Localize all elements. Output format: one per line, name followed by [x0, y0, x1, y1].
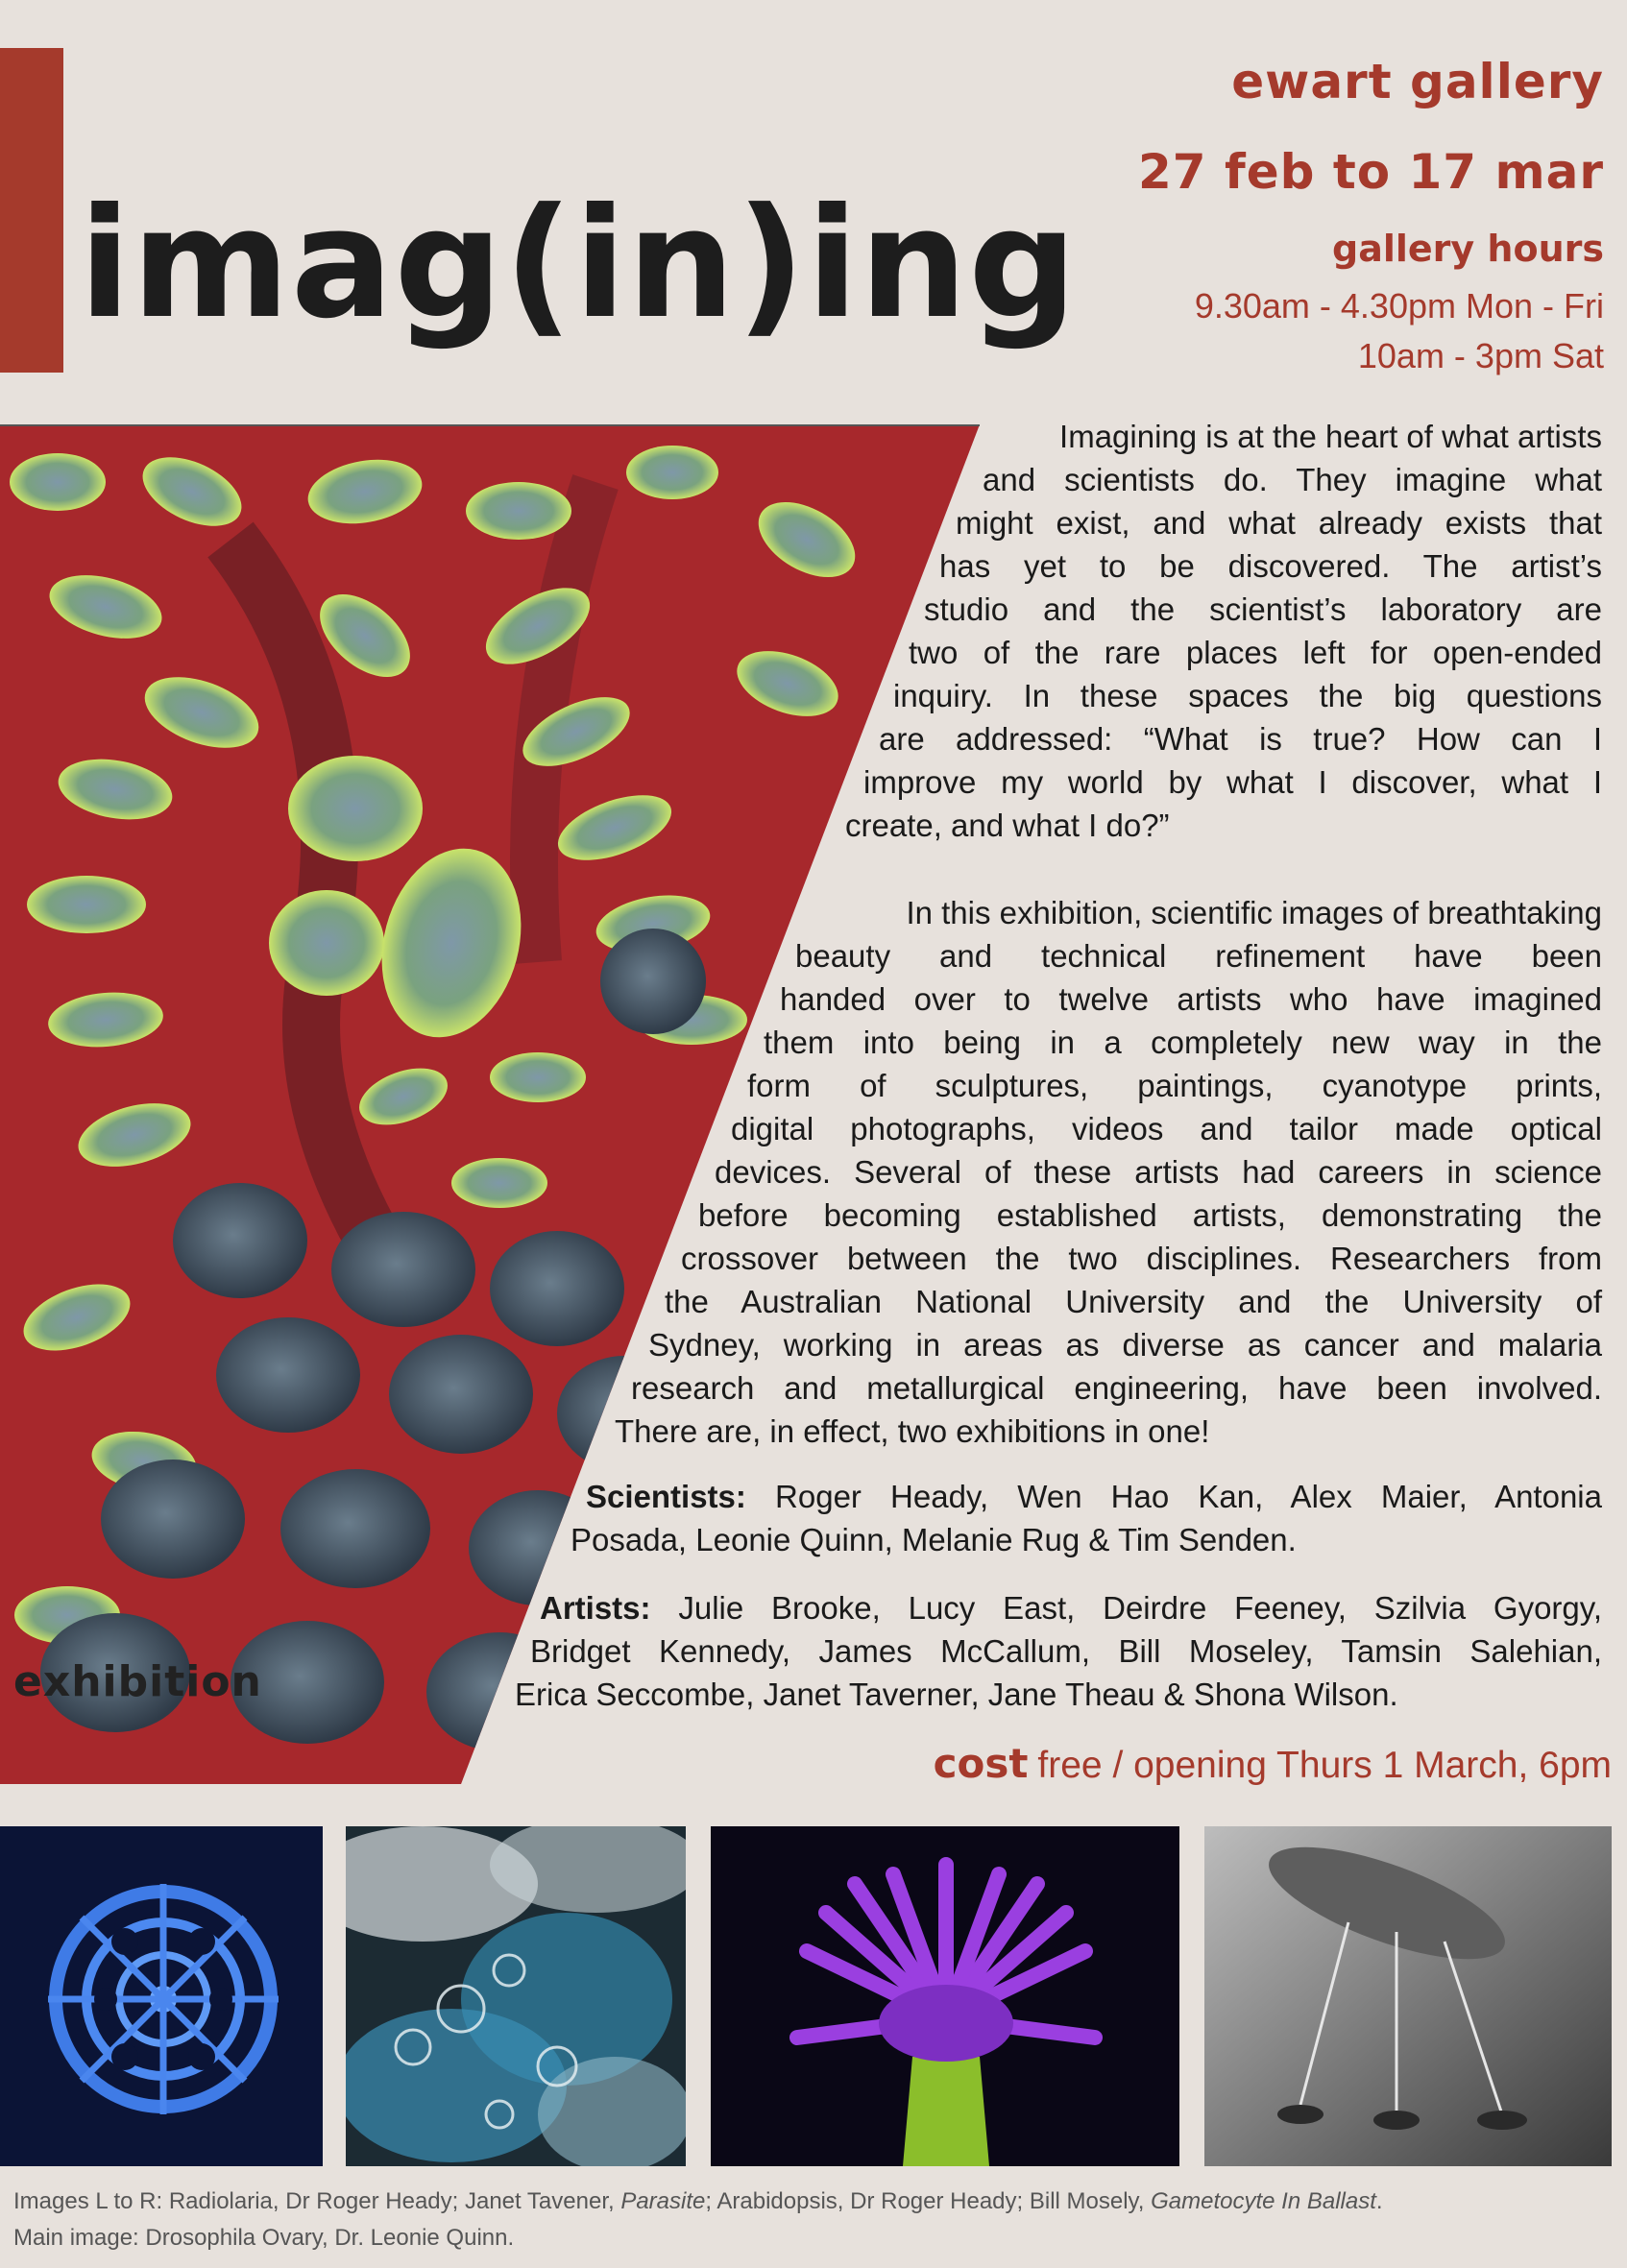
scientists-line: Scientists: Roger Heady, Wen Hao Kan, Alex Maier, Antonia: [586, 1479, 1602, 1514]
artists-label: Artists:: [540, 1590, 651, 1626]
scientists-label: Scientists:: [586, 1479, 746, 1514]
gallery-name: ewart gallery: [1231, 54, 1604, 109]
body-line: before becoming established artists, demonstrating the: [698, 1197, 1602, 1233]
cost-info: [934, 1740, 1612, 1787]
exhibition-label: exhibition: [13, 1657, 262, 1706]
cost-label: cost: [933, 1740, 1029, 1787]
gallery-hours-heading: gallery hours: [1332, 228, 1604, 270]
body-line: research and metallurgical engineering, have been involved.: [631, 1370, 1602, 1406]
image-credits: Images L to R: Radiolaria, Dr Roger Heady; Janet Tavener, Parasite; Arabidopsis, Dr Roger Heady; Bill Mosely, Gametocyte In Ballast.: [13, 2188, 1383, 2214]
body-line: crossover between the two disciplines. Researchers from: [681, 1241, 1602, 1276]
body-line: form of sculptures, paintings, cyanotype prints,: [747, 1068, 1602, 1103]
artists-line: Bridget Kennedy, James McCallum, Bill Moseley, Tamsin Salehian,: [530, 1633, 1602, 1669]
intro-line: two of the rare places left for open-ended: [909, 635, 1602, 670]
intro-line: might exist, and what already exists that: [956, 505, 1602, 541]
intro-line: has yet to be discovered. The artist’s: [939, 548, 1602, 584]
gametocyte-in-ballast-image: [1204, 1826, 1612, 2166]
artists-line: Artists: Julie Brooke, Lucy East, Deirdre Feeney, Szilvia Gyorgy,: [540, 1590, 1602, 1626]
intro-line: and scientists do. They imagine what: [983, 462, 1602, 497]
body-line: There are, in effect, two exhibitions in one!: [615, 1413, 1210, 1449]
gallery-hours-weekday: 9.30am - 4.30pm Mon - Fri: [1194, 286, 1604, 326]
body-line: beauty and technical refinement have been: [795, 938, 1602, 974]
exhibition-title: imag(in)ing: [79, 176, 1079, 352]
scientists-list: [571, 1475, 1602, 1561]
parasite-artwork-image: [346, 1826, 686, 2166]
intro-line: improve my world by what I discover, what I: [863, 764, 1602, 800]
intro-line: studio and the scientist’s laboratory are: [924, 591, 1602, 627]
title-accent-bar: [0, 48, 63, 373]
intro-line: are addressed: “What is true? How can I: [879, 721, 1602, 757]
cost-value: free / opening Thurs 1 March, 6pm: [1037, 1745, 1612, 1786]
body-line: Sydney, working in areas as diverse as cancer and malaria: [648, 1327, 1602, 1363]
body-paragraph: [615, 891, 1602, 1453]
intro-paragraph: [845, 415, 1602, 847]
intro-line: Imagining is at the heart of what artists: [1059, 419, 1602, 454]
body-line: handed over to twelve artists who have imagined: [780, 981, 1602, 1017]
intro-line: create, and what I do?”: [845, 808, 1170, 843]
gallery-hours-saturday: 10am - 3pm Sat: [1357, 336, 1604, 375]
body-line: the Australian National University and the University of: [665, 1284, 1602, 1319]
intro-line: inquiry. In these spaces the big questions: [893, 678, 1602, 713]
body-line: In this exhibition, scientific images of breathtaking: [906, 895, 1602, 930]
artists-list: [515, 1586, 1602, 1716]
arabidopsis-image: [711, 1826, 1179, 2166]
body-line: digital photographs, videos and tailor made optical: [731, 1111, 1602, 1146]
body-line: them into being in a completely new way in the: [764, 1025, 1602, 1060]
body-line: devices. Several of these artists had careers in science: [715, 1154, 1602, 1190]
radiolaria-image: [0, 1826, 323, 2166]
scientists-line: Posada, Leonie Quinn, Melanie Rug & Tim Senden.: [571, 1522, 1297, 1557]
artists-line: Erica Seccombe, Janet Taverner, Jane Theau & Shona Wilson.: [515, 1677, 1398, 1712]
main-image-credit: Main image: Drosophila Ovary, Dr. Leonie Quinn.: [13, 2225, 515, 2251]
exhibition-dates: 27 feb to 17 mar: [1138, 144, 1604, 200]
